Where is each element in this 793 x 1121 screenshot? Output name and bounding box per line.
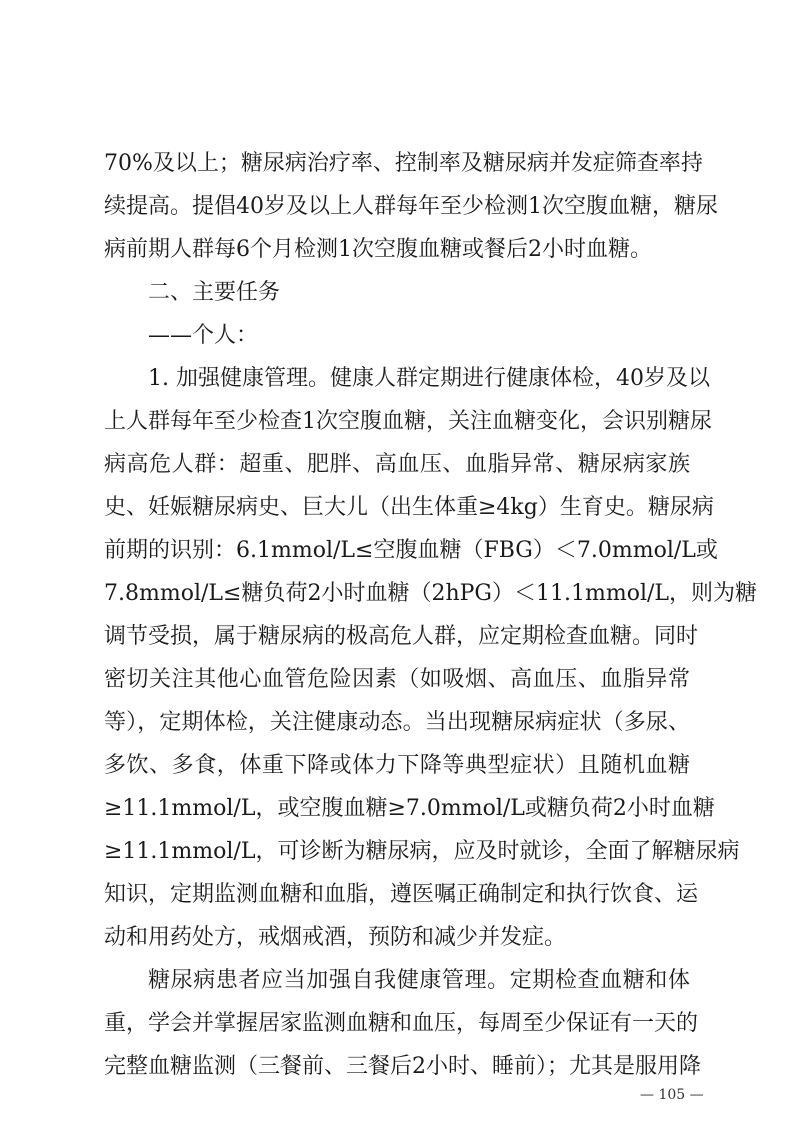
paragraph-line: 糖尿病患者应当加强自我健康管理。定期检查血糖和体 — [148, 968, 690, 993]
paragraph-line: 知识，定期监测血糖和血脂，遵医嘱正确制定和执行饮食、运 — [104, 882, 699, 907]
paragraph-line: 上人群每年至少检查1次空腹血糖，关注血糖变化，会识别糖尿 — [104, 409, 712, 434]
paragraph-line: 续提高。提倡40岁及以上人群每年至少检测1次空腹血糖，糖尿 — [104, 194, 718, 219]
paragraph-line: 史、妊娠糖尿病史、巨大儿（出生体重≥4kg）生育史。糖尿病 — [104, 495, 714, 520]
paragraph-line: 等），定期体检，关注健康动态。当出现糖尿病症状（多尿、 — [104, 710, 690, 735]
paragraph-line: 70%及以上；糖尿病治疗率、控制率及糖尿病并发症筛查率持 — [104, 151, 703, 176]
paragraph-line: ≥11.1mmol/L，可诊断为糖尿病，应及时就诊，全面了解糖尿病 — [104, 839, 740, 864]
paragraph-line: 病高危人群：超重、肥胖、高血压、血脂异常、糖尿病家族 — [104, 452, 690, 477]
paragraph-line: 7.8mmol/L≤糖负荷2小时血糖（2hPG）＜11.1mmol/L，则为糖 — [104, 581, 757, 606]
paragraph-line: 前期的识别：6.1mmol/L≤空腹血糖（FBG）＜7.0mmol/L或 — [104, 538, 718, 563]
paragraph-line: 病前期人群每6个月检测1次空腹血糖或餐后2小时血糖。 — [104, 237, 652, 262]
paragraph-line: 完整血糖监测（三餐前、三餐后2小时、睡前）；尤其是服用降 — [104, 1054, 701, 1079]
section-heading: 二、主要任务 — [148, 280, 281, 305]
page-number: — 105 — — [640, 1087, 704, 1103]
paragraph-line: 多饮、多食，体重下降或体力下降等典型症状）且随机血糖 — [104, 753, 690, 778]
paragraph-line: 重，学会并掌握居家监测血糖和血压，每周至少保证有一天的 — [104, 1011, 699, 1036]
subheading: ——个人： — [148, 323, 259, 348]
paragraph-line: 1. 加强健康管理。健康人群定期进行健康体检，40岁及以 — [148, 366, 710, 391]
paragraph-line: 密切关注其他心血管危险因素（如吸烟、高血压、血脂异常 — [104, 667, 690, 692]
paragraph-line: 动和用药处方，戒烟戒酒，预防和减少并发症。 — [104, 925, 567, 950]
paragraph-line: ≥11.1mmol/L，或空腹血糖≥7.0mmol/L或糖负荷2小时血糖 — [104, 796, 715, 821]
paragraph-line: 调节受损，属于糖尿病的极高危人群，应定期检查血糖。同时 — [104, 624, 699, 649]
